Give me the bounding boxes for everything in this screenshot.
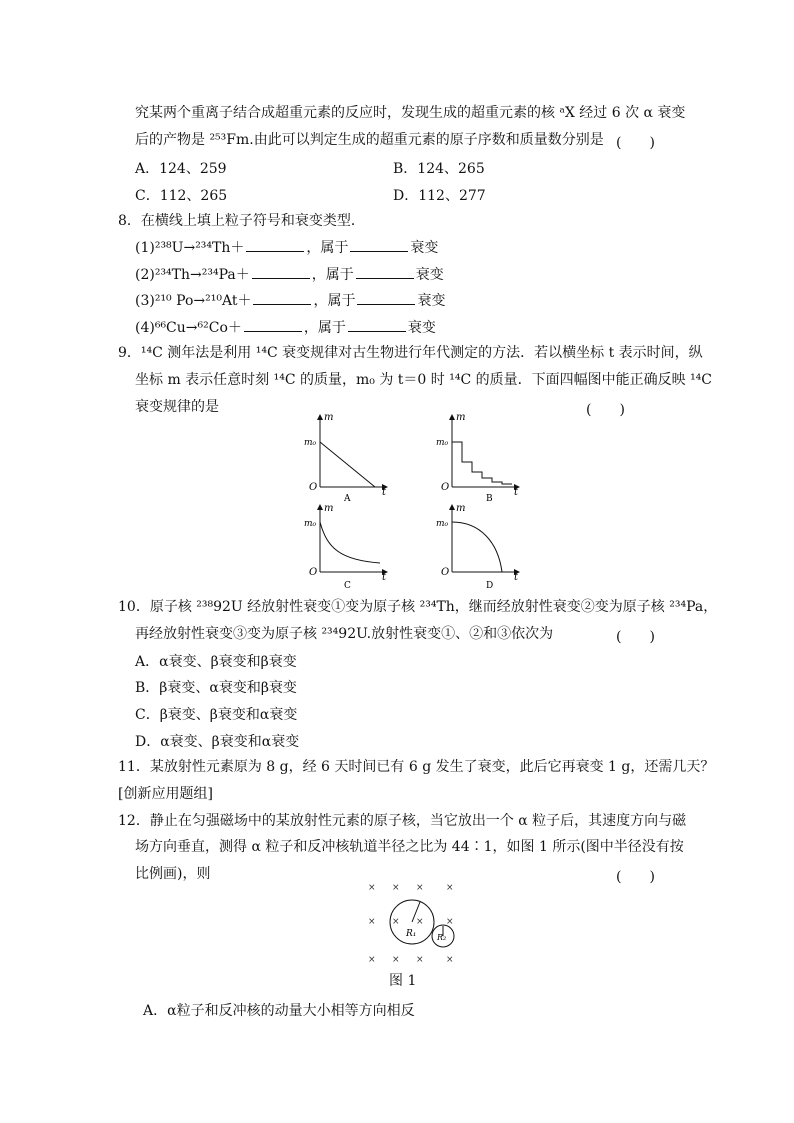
graph-c <box>304 503 387 591</box>
svg-text:×: × <box>446 883 454 893</box>
graph-d-curve <box>452 522 502 572</box>
q8-item-4-mid: ，属于 <box>303 320 346 336</box>
q10-option-a: A．α衰变、β衰变和β衰变 <box>135 654 297 670</box>
q8-item-4-pre: (4)⁶⁶Cu→⁶²Co＋ <box>135 320 242 336</box>
graph-c-m: m <box>324 503 334 514</box>
graph-d-t: t <box>514 572 519 583</box>
q8-title: 8．在横线上填上粒子符号和衰变类型． <box>118 213 365 229</box>
q8-item-3 <box>135 290 445 311</box>
q8-item-1 <box>135 237 438 258</box>
q10-option-c: C．β衰变、β衰变和α衰变 <box>135 707 298 723</box>
graph-a-line <box>320 442 375 487</box>
q8-item-3-pre: (3)²¹⁰ Po→²¹⁰At＋ <box>135 293 252 309</box>
q8-blank-type-4[interactable] <box>348 317 406 332</box>
q8-item-2-pre: (2)²³⁴Th→²³⁴Pa＋ <box>135 267 250 283</box>
svg-text:×: × <box>368 955 376 965</box>
graph-d-m0: m₀ <box>436 519 449 529</box>
svg-text:×: × <box>368 917 376 927</box>
q9-line3: 衰变规律的是 <box>135 399 219 415</box>
field-cross-marks <box>368 883 454 965</box>
q8-item-2 <box>135 264 444 285</box>
q11-line1: 11．某放射性元素原为 8 g，经 6 天时间已有 6 g 发生了衰变，此后它再衰变 1 g，还需几天？ <box>118 759 715 775</box>
graph-d-label: D <box>486 581 494 591</box>
q7-option-c: C．112、265 <box>135 188 228 204</box>
q12-line2: 场方向垂直，测得 α 粒子和反冲核轨道半径之比为 44∶1，如图 1 所示(图中半径没有按 <box>135 839 684 855</box>
graph-b-steps <box>452 442 512 484</box>
graph-d-m: m <box>456 503 466 514</box>
svg-text:×: × <box>368 883 376 893</box>
graph-b <box>436 412 519 504</box>
q12-magnetic-field-figure <box>360 878 465 968</box>
q9-answer-paren: ( ) <box>586 402 625 418</box>
q8-blank-particle-1[interactable] <box>246 237 304 252</box>
q8-blank-particle-4[interactable] <box>244 317 302 332</box>
q11-section-heading: [创新应用题组] <box>118 786 213 802</box>
q12-option-a: A．α粒子和反冲核的动量大小相等方向相反 <box>143 1003 415 1019</box>
q8-item-4-post: 衰变 <box>407 320 436 336</box>
q8-item-4 <box>135 317 436 338</box>
r2-label: R₂ <box>437 933 447 942</box>
q8-blank-particle-2[interactable] <box>252 264 310 279</box>
svg-text:×: × <box>416 955 424 965</box>
graph-a-t: t <box>382 487 387 498</box>
q8-item-3-post: 衰变 <box>417 293 446 309</box>
graph-b-t: t <box>514 487 519 498</box>
figure-1-caption: 图 1 <box>389 973 417 989</box>
q7-answer-paren: ( ) <box>616 135 655 151</box>
q9-line1: 9．¹⁴C 测年法是利用 ¹⁴C 衰变规律对古生物进行年代测定的方法．若以横坐标 t 表示时间，纵 <box>118 345 703 361</box>
graph-a-m: m <box>324 412 334 423</box>
graph-b-label: B <box>486 494 493 504</box>
q10-line2: 再经放射性衰变③变为原子核 ²³⁴92U.放射性衰变①、②和③依次为 <box>135 626 554 642</box>
q8-blank-particle-3[interactable] <box>253 290 311 305</box>
q10-answer-paren: ( ) <box>616 629 655 645</box>
graph-c-curve <box>320 522 380 563</box>
q10-option-b: B．β衰变、α衰变和β衰变 <box>135 680 297 696</box>
graph-a-origin: O <box>309 482 318 493</box>
q8-item-2-mid: ，属于 <box>311 267 354 283</box>
graph-d <box>436 503 519 591</box>
graph-b-origin: O <box>441 482 450 493</box>
graph-a <box>304 412 387 504</box>
graph-b-m: m <box>456 412 466 423</box>
q10-line1: 10．原子核 ²³⁸92U 经放射性衰变①变为原子核 ²³⁴Th，继而经放射性衰变②变为原子核 ²³⁴Pa， <box>118 599 718 615</box>
q8-item-1-post: 衰变 <box>410 240 439 256</box>
svg-text:×: × <box>392 883 400 893</box>
q7-option-a: A．124、259 <box>135 161 227 177</box>
graph-a-m0: m₀ <box>304 438 317 448</box>
svg-text:×: × <box>446 917 454 927</box>
q9-line2: 坐标 m 表示任意时刻 ¹⁴C 的质量，m₀ 为 t＝0 时 ¹⁴C 的质量．下面四幅图中能正确反映 ¹⁴C <box>135 372 713 388</box>
q8-blank-type-1[interactable] <box>350 237 408 252</box>
graph-c-t: t <box>382 572 387 583</box>
r1-label: R₁ <box>406 929 417 939</box>
q8-blank-type-2[interactable] <box>356 264 414 279</box>
q8-item-1-pre: (1)²³⁸U→²³⁴Th＋ <box>135 240 245 256</box>
svg-text:×: × <box>392 917 400 927</box>
graph-c-origin: O <box>309 567 318 578</box>
graph-d-origin: O <box>441 567 450 578</box>
q9-decay-graphs <box>295 410 535 595</box>
q8-item-3-mid: ，属于 <box>313 293 356 309</box>
svg-text:×: × <box>446 955 454 965</box>
graph-c-m0: m₀ <box>304 519 317 529</box>
q8-item-2-post: 衰变 <box>415 267 444 283</box>
q8-blank-type-3[interactable] <box>357 290 415 305</box>
q7-option-b: B．124、265 <box>393 161 485 177</box>
q10-option-d: D．α衰变、β衰变和α衰变 <box>135 734 300 750</box>
svg-text:×: × <box>392 955 400 965</box>
svg-text:×: × <box>416 883 424 893</box>
q7-line2: 后的产物是 ²⁵³Fm.由此可以判定生成的超重元素的原子序数和质量数分别是 <box>135 132 604 148</box>
q8-item-1-mid: ，属于 <box>306 240 349 256</box>
svg-text:×: × <box>416 917 424 927</box>
graph-b-m0: m₀ <box>436 438 449 448</box>
q7-option-d: D．112、277 <box>393 188 486 204</box>
q7-line1: 究某两个重离子结合成超重元素的反应时，发现生成的超重元素的核 ᵃX 经过 6 次 α 衰变 <box>135 105 686 121</box>
graph-a-label: A <box>344 494 351 504</box>
q12-line1: 12．静止在匀强磁场中的某放射性元素的原子核，当它放出一个 α 粒子后，其速度方向与磁 <box>118 813 687 829</box>
graph-c-label: C <box>344 581 351 591</box>
q12-answer-paren: ( ) <box>616 869 655 885</box>
q12-line3: 比例画)，则 <box>135 866 211 882</box>
